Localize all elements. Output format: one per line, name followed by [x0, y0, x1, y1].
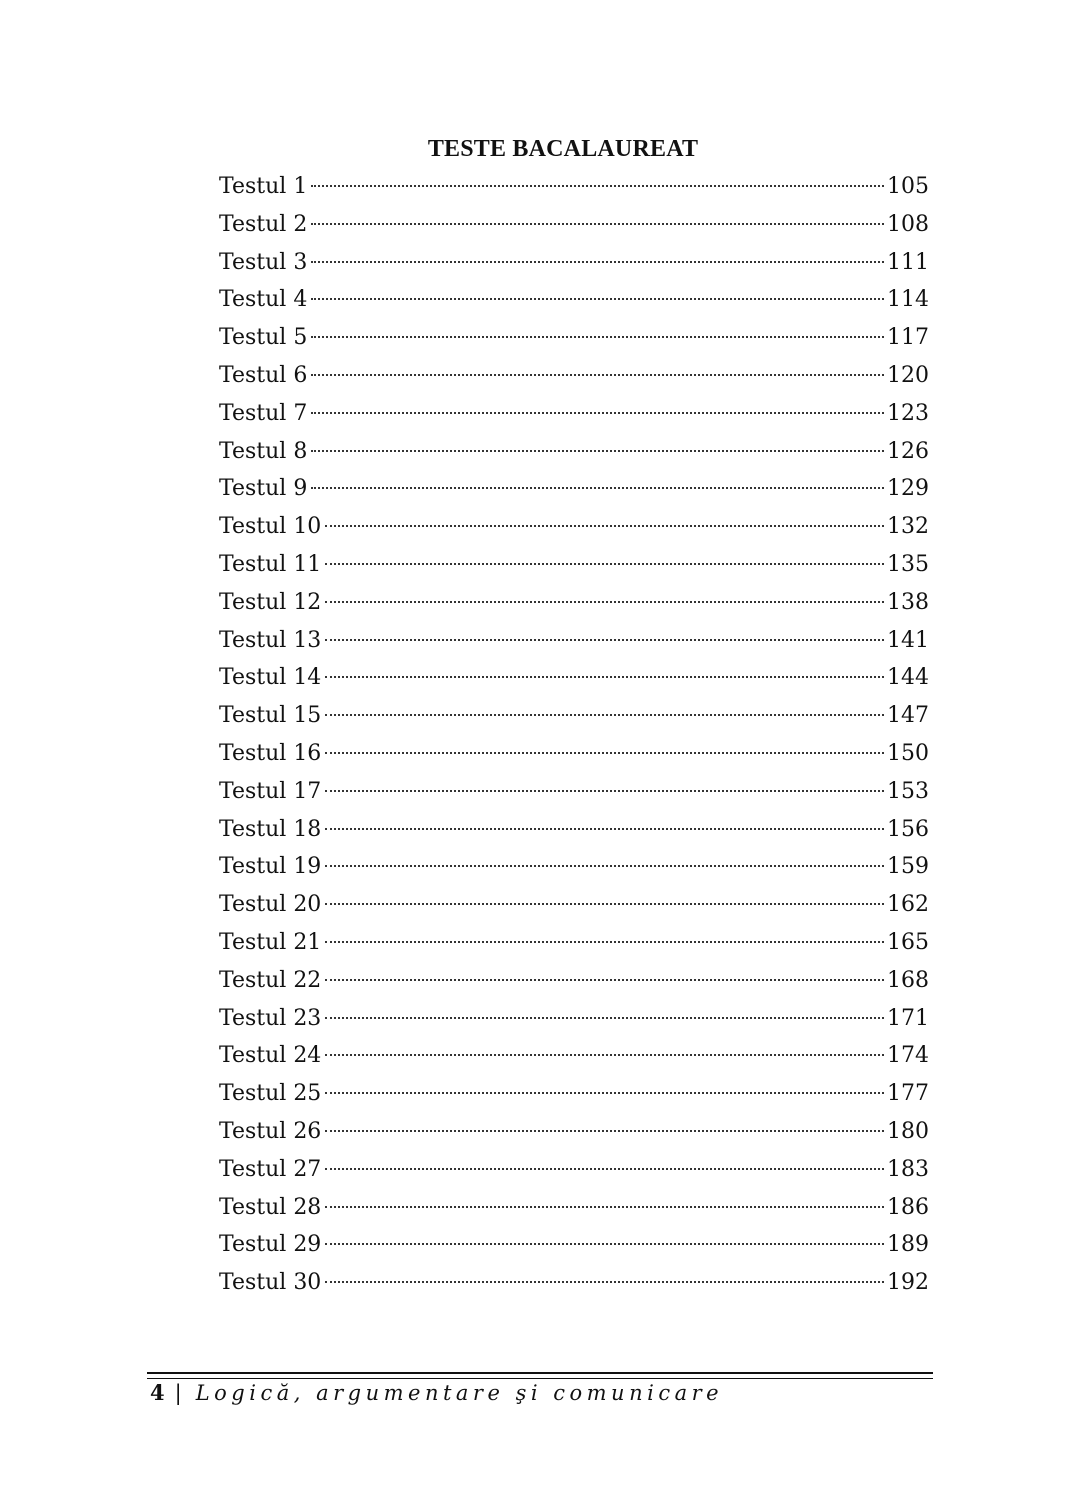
toc-entry-label: Testul 8 — [219, 438, 308, 464]
toc-entry-label: Testul 10 — [219, 514, 322, 540]
toc-entry-page-number: 114 — [887, 287, 929, 313]
toc-entry[interactable] — [219, 508, 929, 546]
toc-entry[interactable] — [219, 584, 929, 622]
toc-entry-page-number: 189 — [887, 1232, 929, 1258]
toc-entry[interactable] — [219, 546, 929, 584]
toc-entry-label: Testul 19 — [219, 854, 322, 880]
toc-entry-label: Testul 20 — [219, 892, 322, 918]
dot-leader — [325, 1054, 884, 1056]
dot-leader — [325, 1092, 884, 1094]
toc-entry[interactable] — [219, 1075, 929, 1113]
toc-entry-page-number: 186 — [887, 1194, 929, 1220]
toc-entry[interactable] — [219, 735, 929, 773]
footer-book-title: Logică, argumentare şi comunicare — [195, 1381, 724, 1405]
toc-entry[interactable] — [219, 168, 929, 206]
toc-entry-label: Testul 5 — [219, 325, 308, 351]
toc-entry-page-number: 138 — [887, 589, 929, 615]
toc-entry[interactable] — [219, 395, 929, 433]
toc-entry-label: Testul 24 — [219, 1043, 322, 1069]
toc-entry[interactable] — [219, 244, 929, 282]
dot-leader — [325, 752, 884, 754]
toc-entry[interactable] — [219, 811, 929, 849]
toc-entry-label: Testul 14 — [219, 665, 322, 691]
toc-entry-page-number: 120 — [887, 362, 929, 388]
toc-entry-page-number: 141 — [887, 627, 929, 653]
toc-entry[interactable] — [219, 357, 929, 395]
toc-entry[interactable] — [219, 433, 929, 471]
dot-leader — [311, 298, 884, 300]
dot-leader — [311, 261, 884, 263]
dot-leader — [311, 374, 884, 376]
toc-entry-label: Testul 2 — [219, 211, 308, 237]
toc-entry-page-number: 153 — [887, 778, 929, 804]
toc-entry-page-number: 177 — [887, 1081, 929, 1107]
toc-entry-page-number: 180 — [887, 1118, 929, 1144]
toc-entry[interactable] — [219, 622, 929, 660]
dot-leader — [311, 487, 884, 489]
table-of-contents — [219, 168, 929, 1302]
toc-entry-label: Testul 17 — [219, 778, 322, 804]
dot-leader — [311, 223, 884, 225]
dot-leader — [325, 979, 884, 981]
dot-leader — [325, 903, 884, 905]
toc-entry[interactable] — [219, 281, 929, 319]
toc-entry-label: Testul 1 — [219, 174, 308, 199]
toc-entry[interactable] — [219, 1151, 929, 1189]
dot-leader — [325, 525, 884, 527]
toc-entry-label: Testul 30 — [219, 1270, 322, 1296]
dot-leader — [325, 563, 884, 565]
dot-leader — [325, 714, 884, 716]
toc-entry[interactable] — [219, 206, 929, 244]
toc-entry[interactable] — [219, 962, 929, 1000]
dot-leader — [325, 1206, 884, 1208]
toc-entry-label: Testul 7 — [219, 400, 308, 426]
toc-entry-page-number: 174 — [887, 1043, 929, 1069]
toc-entry[interactable] — [219, 773, 929, 811]
dot-leader — [325, 1243, 884, 1245]
footer-divider — [147, 1372, 933, 1379]
toc-entry-page-number: 171 — [887, 1005, 929, 1031]
toc-entry-page-number: 162 — [887, 892, 929, 918]
toc-entry[interactable] — [219, 848, 929, 886]
toc-entry-label: Testul 16 — [219, 740, 322, 766]
dot-leader — [311, 412, 884, 414]
toc-entry-label: Testul 26 — [219, 1118, 322, 1144]
toc-entry-page-number: 144 — [887, 665, 929, 691]
toc-entry-page-number: 105 — [887, 174, 929, 199]
dot-leader — [325, 601, 884, 603]
toc-entry-label: Testul 23 — [219, 1005, 322, 1031]
toc-entry[interactable] — [219, 319, 929, 357]
toc-entry-page-number: 159 — [887, 854, 929, 880]
dot-leader — [325, 676, 884, 678]
toc-entry-label: Testul 12 — [219, 589, 322, 615]
toc-entry-page-number: 165 — [887, 929, 929, 955]
toc-entry-label: Testul 13 — [219, 627, 322, 653]
toc-entry-page-number: 168 — [887, 967, 929, 993]
toc-entry-page-number: 129 — [887, 476, 929, 502]
toc-entry-page-number: 135 — [887, 551, 929, 577]
dot-leader — [311, 450, 884, 452]
toc-entry-label: Testul 29 — [219, 1232, 322, 1258]
toc-entry-label: Testul 15 — [219, 703, 322, 729]
toc-entry-page-number: 111 — [887, 249, 929, 275]
toc-entry-label: Testul 18 — [219, 816, 322, 842]
toc-entry[interactable] — [219, 1000, 929, 1038]
toc-entry-label: Testul 22 — [219, 967, 322, 993]
toc-entry-label: Testul 4 — [219, 287, 308, 313]
dot-leader — [325, 1168, 884, 1170]
toc-entry[interactable] — [219, 1264, 929, 1302]
dot-leader — [325, 790, 884, 792]
toc-entry-page-number: 192 — [887, 1270, 929, 1296]
toc-entry[interactable] — [219, 1189, 929, 1227]
toc-entry[interactable] — [219, 1113, 929, 1151]
toc-entry-page-number: 126 — [887, 438, 929, 464]
toc-entry[interactable] — [219, 886, 929, 924]
toc-entry-label: Testul 25 — [219, 1081, 322, 1107]
toc-entry-label: Testul 27 — [219, 1156, 322, 1182]
dot-leader — [325, 639, 884, 641]
toc-entry-label: Testul 6 — [219, 362, 308, 388]
dot-leader — [325, 1281, 884, 1283]
toc-entry[interactable] — [219, 924, 929, 962]
toc-entry[interactable] — [219, 1226, 929, 1264]
section-heading: TESTE BACALAUREAT — [427, 136, 699, 162]
footer-page-number: 4 — [150, 1380, 165, 1405]
page-footer — [150, 1380, 723, 1405]
toc-entry[interactable] — [219, 1037, 929, 1075]
toc-entry-page-number: 123 — [887, 400, 929, 426]
dot-leader — [325, 941, 884, 943]
dot-leader — [325, 865, 884, 867]
toc-entry-page-number: 132 — [887, 514, 929, 540]
toc-entry-page-number: 108 — [887, 211, 929, 237]
footer-separator: | — [174, 1381, 182, 1405]
toc-entry-page-number: 156 — [887, 816, 929, 842]
dot-leader — [311, 185, 884, 187]
toc-entry[interactable] — [219, 659, 929, 697]
toc-entry-page-number: 147 — [887, 703, 929, 729]
toc-entry-page-number: 150 — [887, 740, 929, 766]
dot-leader — [311, 336, 884, 338]
toc-entry-label: Testul 28 — [219, 1194, 322, 1220]
toc-entry[interactable] — [219, 697, 929, 735]
toc-entry[interactable] — [219, 470, 929, 508]
toc-entry-label: Testul 9 — [219, 476, 308, 502]
toc-entry-label: Testul 3 — [219, 249, 308, 275]
toc-entry-page-number: 183 — [887, 1156, 929, 1182]
toc-entry-page-number: 117 — [887, 325, 929, 351]
dot-leader — [325, 1017, 884, 1019]
toc-entry-label: Testul 11 — [219, 551, 322, 577]
dot-leader — [325, 828, 884, 830]
toc-entry-label: Testul 21 — [219, 929, 322, 955]
dot-leader — [325, 1130, 884, 1132]
